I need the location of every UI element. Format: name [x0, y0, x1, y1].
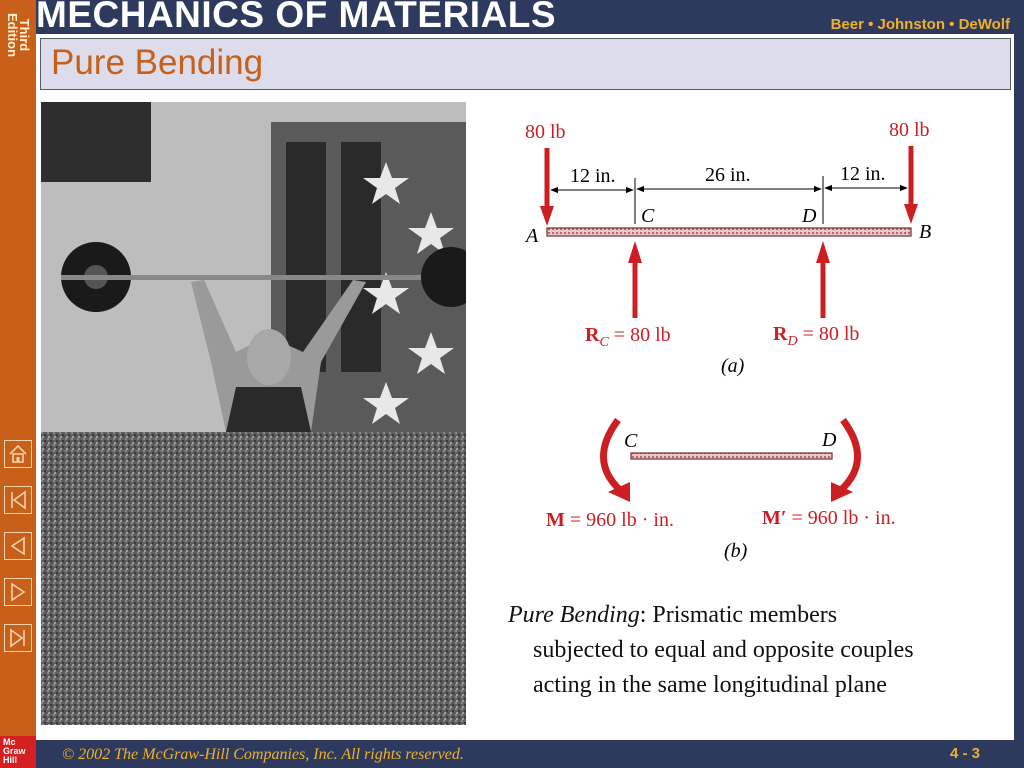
beam-ab — [547, 228, 911, 236]
slide-title: Pure Bending — [51, 43, 264, 82]
caption-line-1 — [508, 602, 837, 628]
diagram-b-label: (b) — [724, 540, 748, 562]
dim-left-label: 12 in. — [570, 165, 616, 187]
point-c-label: C — [641, 205, 655, 227]
point-c-label-b: C — [624, 430, 638, 452]
reaction-c-label: $R_C = 80$ lb — [585, 324, 671, 350]
dim-right-label: 12 in. — [840, 163, 886, 185]
edition-label — [0, 0, 36, 70]
dim-middle-label: 26 in. — [705, 164, 751, 186]
logo-text: Mc Graw Hill — [3, 737, 26, 765]
last-slide-icon[interactable] — [4, 624, 32, 652]
edition-text: Third Edition — [5, 12, 32, 58]
previous-slide-icon[interactable] — [4, 532, 32, 560]
slide-title-box — [40, 38, 1011, 90]
caption-line-3: acting in the same longitudinal plane — [533, 672, 887, 698]
load-arrow-left — [540, 148, 554, 226]
left-sidebar — [0, 0, 36, 768]
point-d-label: D — [802, 205, 817, 227]
mcgraw-hill-logo — [0, 736, 36, 768]
copyright-notice: © 2002 The McGraw-Hill Companies, Inc. All rights reserved. — [62, 746, 464, 763]
load-arrow-right — [904, 146, 918, 224]
point-d-label-b: D — [822, 429, 837, 451]
load-right-label: 80 lb — [889, 119, 930, 141]
pure-bending-definition — [508, 598, 1008, 703]
point-b-label: B — [919, 221, 932, 243]
caption-term: Pure Bending — [508, 602, 640, 628]
moment-left-label: M = 960 lb · in. — [546, 509, 674, 531]
reaction-arrow-c — [628, 241, 642, 318]
weightlifter-photo — [41, 102, 466, 725]
page-number: 4 - 3 — [949, 745, 980, 762]
home-icon[interactable] — [4, 440, 32, 468]
moment-right-label: M′ = 960 lb · in. — [762, 507, 896, 529]
reaction-arrow-d — [816, 241, 830, 318]
point-a-label: A — [526, 225, 539, 247]
caption-line-2: subjected to equal and opposite couples — [533, 637, 914, 663]
beam-cd — [631, 453, 832, 459]
authors: Beer • Johnston • DeWolf — [830, 16, 1010, 33]
first-slide-icon[interactable] — [4, 486, 32, 514]
pure-bending-diagram — [500, 100, 980, 570]
right-border — [1014, 0, 1024, 740]
caption-line1-rest: : Prismatic members — [639, 602, 838, 628]
next-slide-icon[interactable] — [4, 578, 32, 606]
reaction-d-label: $R_D = 80$ lb — [773, 323, 860, 349]
diagram-a-label: (a) — [721, 355, 745, 377]
load-left-label: 80 lb — [525, 121, 566, 143]
book-title: MECHANICS OF MATERIALS — [36, 0, 557, 35]
